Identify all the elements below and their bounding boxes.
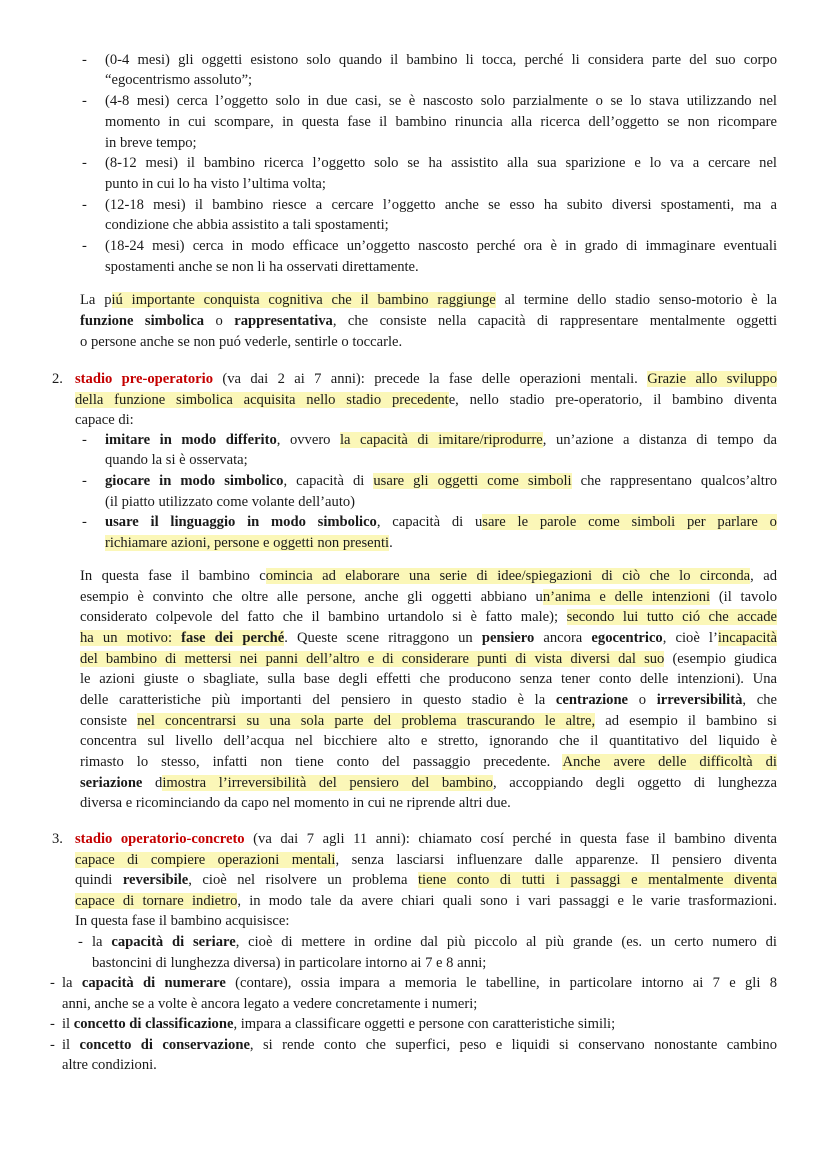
list-item-line: (8-12 mesi) il bambino ricerca l’oggetto solo se ha assistito alla sua sparizione e lo va a cercare nel (105, 155, 777, 171)
list-dash: - (82, 432, 87, 448)
list-item-line: momento in cui scompare, in questa fase il bambino rinuncia alla ricerca dell’oggetto se non ricompare (105, 114, 777, 130)
list-item-line: anni, anche se a volte è ancora legato a vedere concretamente i numeri; (62, 996, 478, 1012)
paragraph-line: della funzione simbolica acquisita nello stadio precedente, nello stadio pre-operatorio, il bambino diventa (75, 392, 777, 408)
list-dash: - (82, 197, 87, 213)
paragraph-line: In questa fase il bambino comincia ad elaborare una serie di idee/spiegazioni di ciò che lo circonda, ad (80, 568, 777, 584)
list-item-line: il concetto di conservazione, si rende conto che superfici, peso e liquidi si conservano nonostante cambino (62, 1037, 777, 1053)
list-dash: - (50, 975, 55, 991)
paragraph-line: esempio è convinto che oltre alle persone, anche gli oggetti abbiano un’anima e delle intenzioni (il tavolo (80, 589, 777, 605)
list-item-line: (12-18 mesi) il bambino riesce a cercare l’oggetto anche se esso ha subito diversi spostamenti, ma a (105, 197, 777, 213)
list-item-line: usare il linguaggio in modo simbolico, capacità di usare le parole come simboli per parlare o (105, 514, 777, 530)
paragraph-line: delle caratteristiche più importanti del pensiero in questo stadio è la centrazione o irreversibilità, che (80, 692, 778, 708)
list-item-line: (il piatto utilizzato come volante dell’auto) (105, 494, 356, 510)
paragraph-line: capace di compiere operazioni mentali, senza lasciarsi influenzare dalle apparenze. Il pensiero diventa (75, 852, 777, 868)
paragraph-line: le azioni giuste o sbagliate, sulla base degli effetti che producono senza tener conto delle intenzioni). Una (80, 671, 777, 687)
paragraph-line: ha un motivo: fase dei perché. Queste scene ritraggono un pensiero ancora egocentrico, cioè l’incapacità (80, 630, 778, 646)
paragraph-line: stadio operatorio-concreto (va dai 7 agli 11 anni): chiamato cosí perché in questa fase il bambino diventa (75, 831, 777, 847)
list-item-line: richiamare azioni, persone e oggetti non presenti. (105, 535, 393, 551)
list-dash: - (50, 1037, 55, 1053)
list-item-line: (0-4 mesi) gli oggetti esistono solo quando il bambino li tocca, perché li considera parte del suo corpo (105, 52, 777, 68)
highlight: iú importante conquista cognitiva che il bambino raggiunge (111, 292, 496, 308)
paragraph-line: considerato colpevole del fatto che il bambino urtandolo si è fatto male); secondo lui tutto ció che accade (80, 609, 777, 625)
list-item-line: imitare in modo differito, ovvero la capacità di imitare/riprodurre, un’azione a distanza di tempo da (105, 432, 778, 448)
list-item-line: (4-8 mesi) cerca l’oggetto solo in due casi, se è nascosto solo parzialmente o se lo stava utilizzando nel (105, 93, 777, 109)
stage-number: 3. (52, 831, 63, 847)
list-item-line: (18-24 mesi) cerca in modo efficace un’oggetto nascosto perché ora è in grado di immaginare eventuali (105, 238, 777, 254)
stage-title: stadio operatorio-concreto (75, 831, 245, 847)
paragraph-line: diversa e ricominciando da capo nel momento in cui ne riprende altri due. (80, 795, 511, 811)
paragraph-line: stadio pre-operatorio (va dai 2 ai 7 anni): precede la fase delle operazioni mentali. Grazie allo sviluppo (75, 371, 777, 387)
list-item-line: giocare in modo simbolico, capacità di usare gli oggetti come simboli che rappresentano qualcos’altro (105, 473, 778, 489)
paragraph-line: seriazione dimostra l’irreversibilità del pensiero del bambino, accoppiando degli oggetto di lunghezza (80, 775, 777, 791)
list-item-line: “egocentrismo assoluto”; (105, 72, 253, 88)
paragraph-line: o persone anche se non puó vederle, sentirle o toccarle. (80, 334, 403, 350)
list-item-line: in breve tempo; (105, 135, 197, 151)
list-dash: - (50, 1016, 55, 1032)
list-item-line: spostamenti anche se non li ha osservati direttamente. (105, 259, 419, 275)
paragraph-line: consiste nel concentrarsi su una sola parte del problema trascurando le altre, ad esempio il bambino si (80, 713, 777, 729)
paragraph-line: rimasto lo stesso, infatti non tiene conto del passaggio precedente. Anche avere delle difficoltà di (80, 754, 777, 770)
list-dash: - (82, 52, 87, 68)
list-dash: - (78, 934, 83, 950)
paragraph-line: capace di: (75, 412, 134, 428)
list-item-line: quando la si è osservata; (105, 452, 248, 468)
list-dash: - (82, 93, 87, 109)
paragraph-line: del bambino di mettersi nei panni dell’altro e di considerare punti di vista diversi dal suo (esempio giudica (80, 651, 777, 667)
stage-title: stadio pre-operatorio (75, 371, 213, 387)
stage-number: 2. (52, 371, 63, 387)
list-item-line: la capacità di seriare, cioè di mettere in ordine dal più piccolo al più grande (es. un certo numero di (92, 934, 777, 950)
paragraph-line: funzione simbolica o rappresentativa, che consiste nella capacità di rappresentare mentalmente oggetti (80, 313, 777, 329)
list-dash: - (82, 238, 87, 254)
list-item-line: condizione che abbia assistito a tali spostamenti; (105, 217, 389, 233)
paragraph-line: capace di tornare indietro, in modo tale da avere chiari quali sono i vari passaggi e le varie trasformazioni. (75, 893, 777, 909)
paragraph-line: In questa fase il bambino acquisisce: (75, 913, 290, 929)
paragraph-line: concentra sul livello dell’acqua nel bicchiere alto e stretto, ignorando che il quantitativo del liquido è (80, 733, 777, 749)
list-item-line: il concetto di classificazione, impara a classificare oggetti e persone con caratteristiche simili; (62, 1016, 616, 1032)
paragraph-line: La piú importante conquista cognitiva che il bambino raggiunge al termine dello stadio senso-motorio è la (80, 292, 777, 308)
list-dash: - (82, 155, 87, 171)
list-item-line: bastoncini di lunghezza diversa) in particolare intorno ai 7 e 8 anni; (92, 955, 487, 971)
list-dash: - (82, 514, 87, 530)
paragraph-line: quindi reversibile, cioè nel risolvere un problema tiene conto di tutti i passaggi e mentalmente diventa (75, 872, 778, 888)
list-item-line: altre condizioni. (62, 1057, 157, 1073)
list-dash: - (82, 473, 87, 489)
list-item-line: punto in cui lo ha visto l’ultima volta; (105, 176, 326, 192)
list-item-line: la capacità di numerare (contare), ossia impara a memoria le tabelline, in particolare intorno ai 7 e gli 8 (62, 975, 777, 991)
